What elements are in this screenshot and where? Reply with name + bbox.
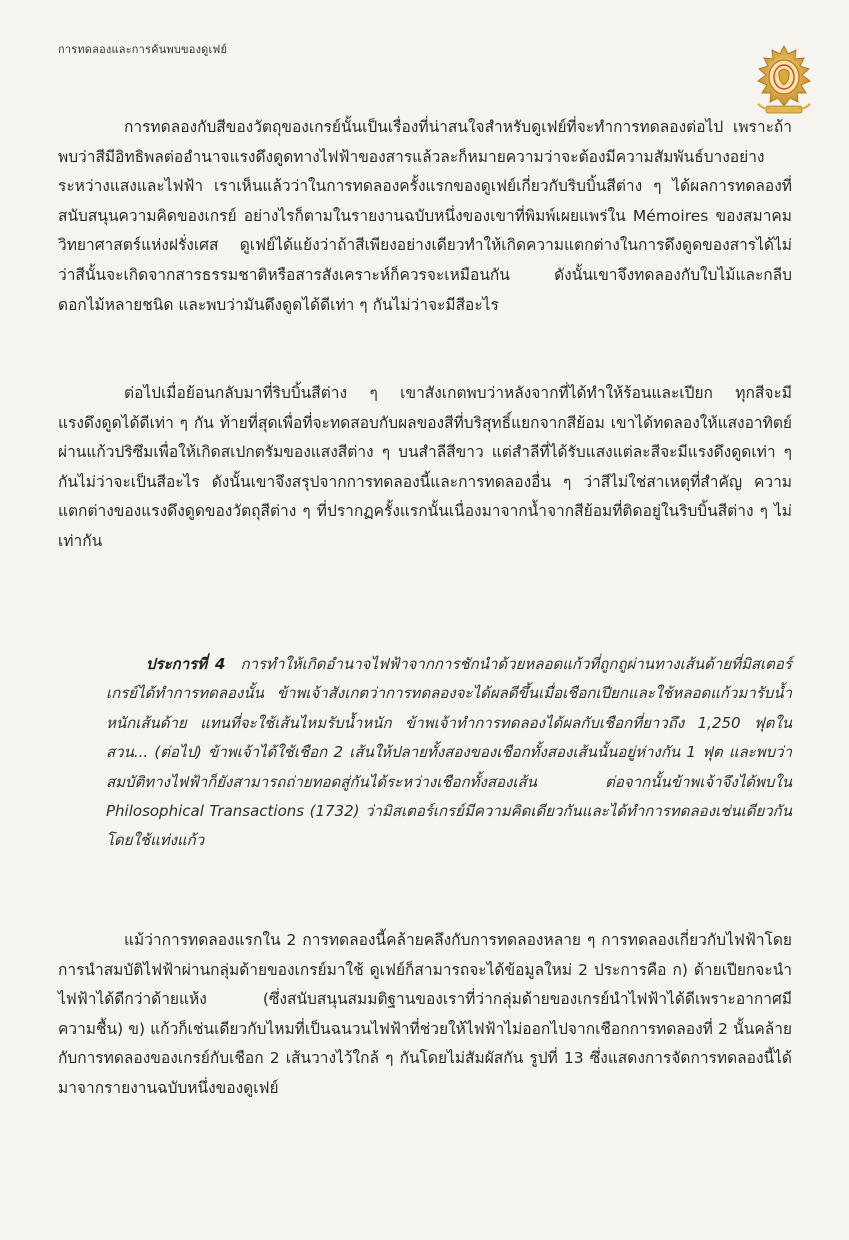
quote-text: การทำให้เกิดอำนาจไฟฟ้าจากการชักนำด้วยหลอดแก้วที่ถูกถูผ่านทางเส้นด้ายที่มิสเตอร์เกรย์ได้ทำการทดลองนั้น ข้าพเจ้าสังเกตว่าการทดลองจะได้ผลดีขึ้นเมื่อเชือกเปียกและใช้หลอดแก้วมารับน้ำหนักเส้นด้าย แทนที่จะใช้เส้นไหมรับน้ำหนัก ข้าพเจ้าทำการทดลองได้ผลกับเชือกที่ยาวถึง 1,250 ฟุตในสวน... (ต่อไป) ข้าพเจ้าได้ใช้เชือก 2 เส้นให้ปลายทั้งสองของเชือกทั้งสองเส้นนั้นอยู่ห่างกัน 1 ฟุต และพบว่าสมบัติทางไฟฟ้าก็ยังสามารถถ่ายทอดสู่กันได้ระหว่างเชือกทั้งสองเส้น ต่อจากนั้นข้าพเจ้าจึงได้พบใน Philosophical Transactions (1732) ว่ามิสเตอร์เกรย์มีความคิดเดียวกันและได้ทำการทดลองเช่นเดียวกันโดยใช้แท่งแก้ว [106, 655, 792, 850]
body-paragraph-2: ต่อไปเมื่อย้อนกลับมาที่ริบบิ้นสีต่าง ๆ เขาสังเกตพบว่าหลังจากที่ได้ทำให้ร้อนและเปียก ทุกสีจะมีแรงดึงดูดได้ดีเท่า ๆ กัน ท้ายที่สุดเพื่อที่จะทดสอบกับผลของสีที่บริสุทธิ์แยกจากสีย้อม เขาได้ทดลองให้แสงอาทิตย์ผ่านแก้วปริซึมเพื่อให้เกิดสเปกตรัมของแสงสีต่าง ๆ บนสำลีสีขาว แต่สำลีที่ได้รับแสงแต่ละสีจะมีแรงดึงดูดเท่า ๆ กันไม่ว่าจะเป็นสีอะไร ดังนั้นเขาจึงสรุปจากการทดลองนี้และการทดลองอื่น ๆ ว่าสีไม่ใช่สาเหตุที่สำคัญ ความแตกต่างของแรงดึงดูดของวัตถุสีต่าง ๆ ที่ปรากฏครั้งแรกนั้นเนื่องมาจากน้ำจากสีย้อมที่ติดอยู่ในริบบิ้นสีต่าง ๆ ไม่เท่ากัน [58, 384, 792, 550]
quote-lead: ประการที่ 4 [146, 655, 226, 673]
body-paragraph-3: แม้ว่าการทดลองแรกใน 2 การทดลองนี้คล้ายคลึงกับการทดลองหลาย ๆ การทดลองเกี่ยวกับไฟฟ้าโดยการนำสมบัติไฟฟ้าผ่านกลุ่มด้ายของเกรย์มาใช้ ดูเฟย์ก็สามารถจะได้ข้อมูลใหม่ 2 ประการคือ ก) ด้ายเปียกจะนำไฟฟ้าได้ดีกว่าด้ายแห้ง (ซึ่งสนับสนุนสมมติฐานของเราที่ว่ากลุ่มด้ายของเกรย์นำไฟฟ้าได้ดีเพราะอากาศมีความชื้น) ข) แก้วก็เช่นเดียวกับไหมที่เป็นฉนวนไฟฟ้าที่ช่วยให้ไฟฟ้าไม่ออกไปจากเชือกการทดลองที่ 2 นั้นคล้ายกับการทดลองของเกรย์กับเชือก 2 เส้นวางไว้ใกล้ ๆ กันโดยไม่สัมผัสกัน รูปที่ 13 ซึ่งแสดงการจัดการทดลองนี้ได้มาจากรายงานฉบับหนึ่งของดูเฟย์ [58, 931, 792, 1097]
running-header: การทดลองและการค้นพบของดูเฟย์ [58, 43, 228, 56]
royal-emblem-seal-icon [752, 44, 816, 118]
body-paragraph-1: การทดลองกับสีของวัตถุของเกรย์นั้นเป็นเรื่องที่น่าสนใจสำหรับดูเฟย์ที่จะทำการทดลองต่อไป เพราะถ้าพบว่าสีมีอิทธิพลต่ออำนาจแรงดึงดูดทางไฟฟ้าของสารแล้วละก็หมายความว่าจะต้องมีความสัมพันธ์บางอย่างระหว่างแสงและไฟฟ้า เราเห็นแล้วว่าในการทดลองครั้งแรกของดูเฟย์เกี่ยวกับริบบิ้นสีต่าง ๆ ได้ผลการทดลองที่สนับสนุนความคิดของเกรย์ อย่างไรก็ตามในรายงานฉบับหนึ่งของเขาที่พิมพ์เผยแพร่ใน Mémoires ของสมาคมวิทยาศาสตร์แห่งฝรั่งเศส ดูเฟย์ได้แย้งว่าถ้าสีเพียงอย่างเดียวทำให้เกิดความแตกต่างในการดึงดูดของสารได้ไม่ว่าสีนั้นจะเกิดจากสารธรรมชาติหรือสารสังเคราะห์ก็ควรจะเหมือนกัน ดังนั้นเขาจึงทดลองกับใบไม้และกลีบดอกไม้หลายชนิด และพบว่ามันดึงดูดได้ดีเท่า ๆ กันไม่ว่าจะมีสีอะไร [58, 118, 792, 314]
quoted-passage [106, 650, 792, 856]
